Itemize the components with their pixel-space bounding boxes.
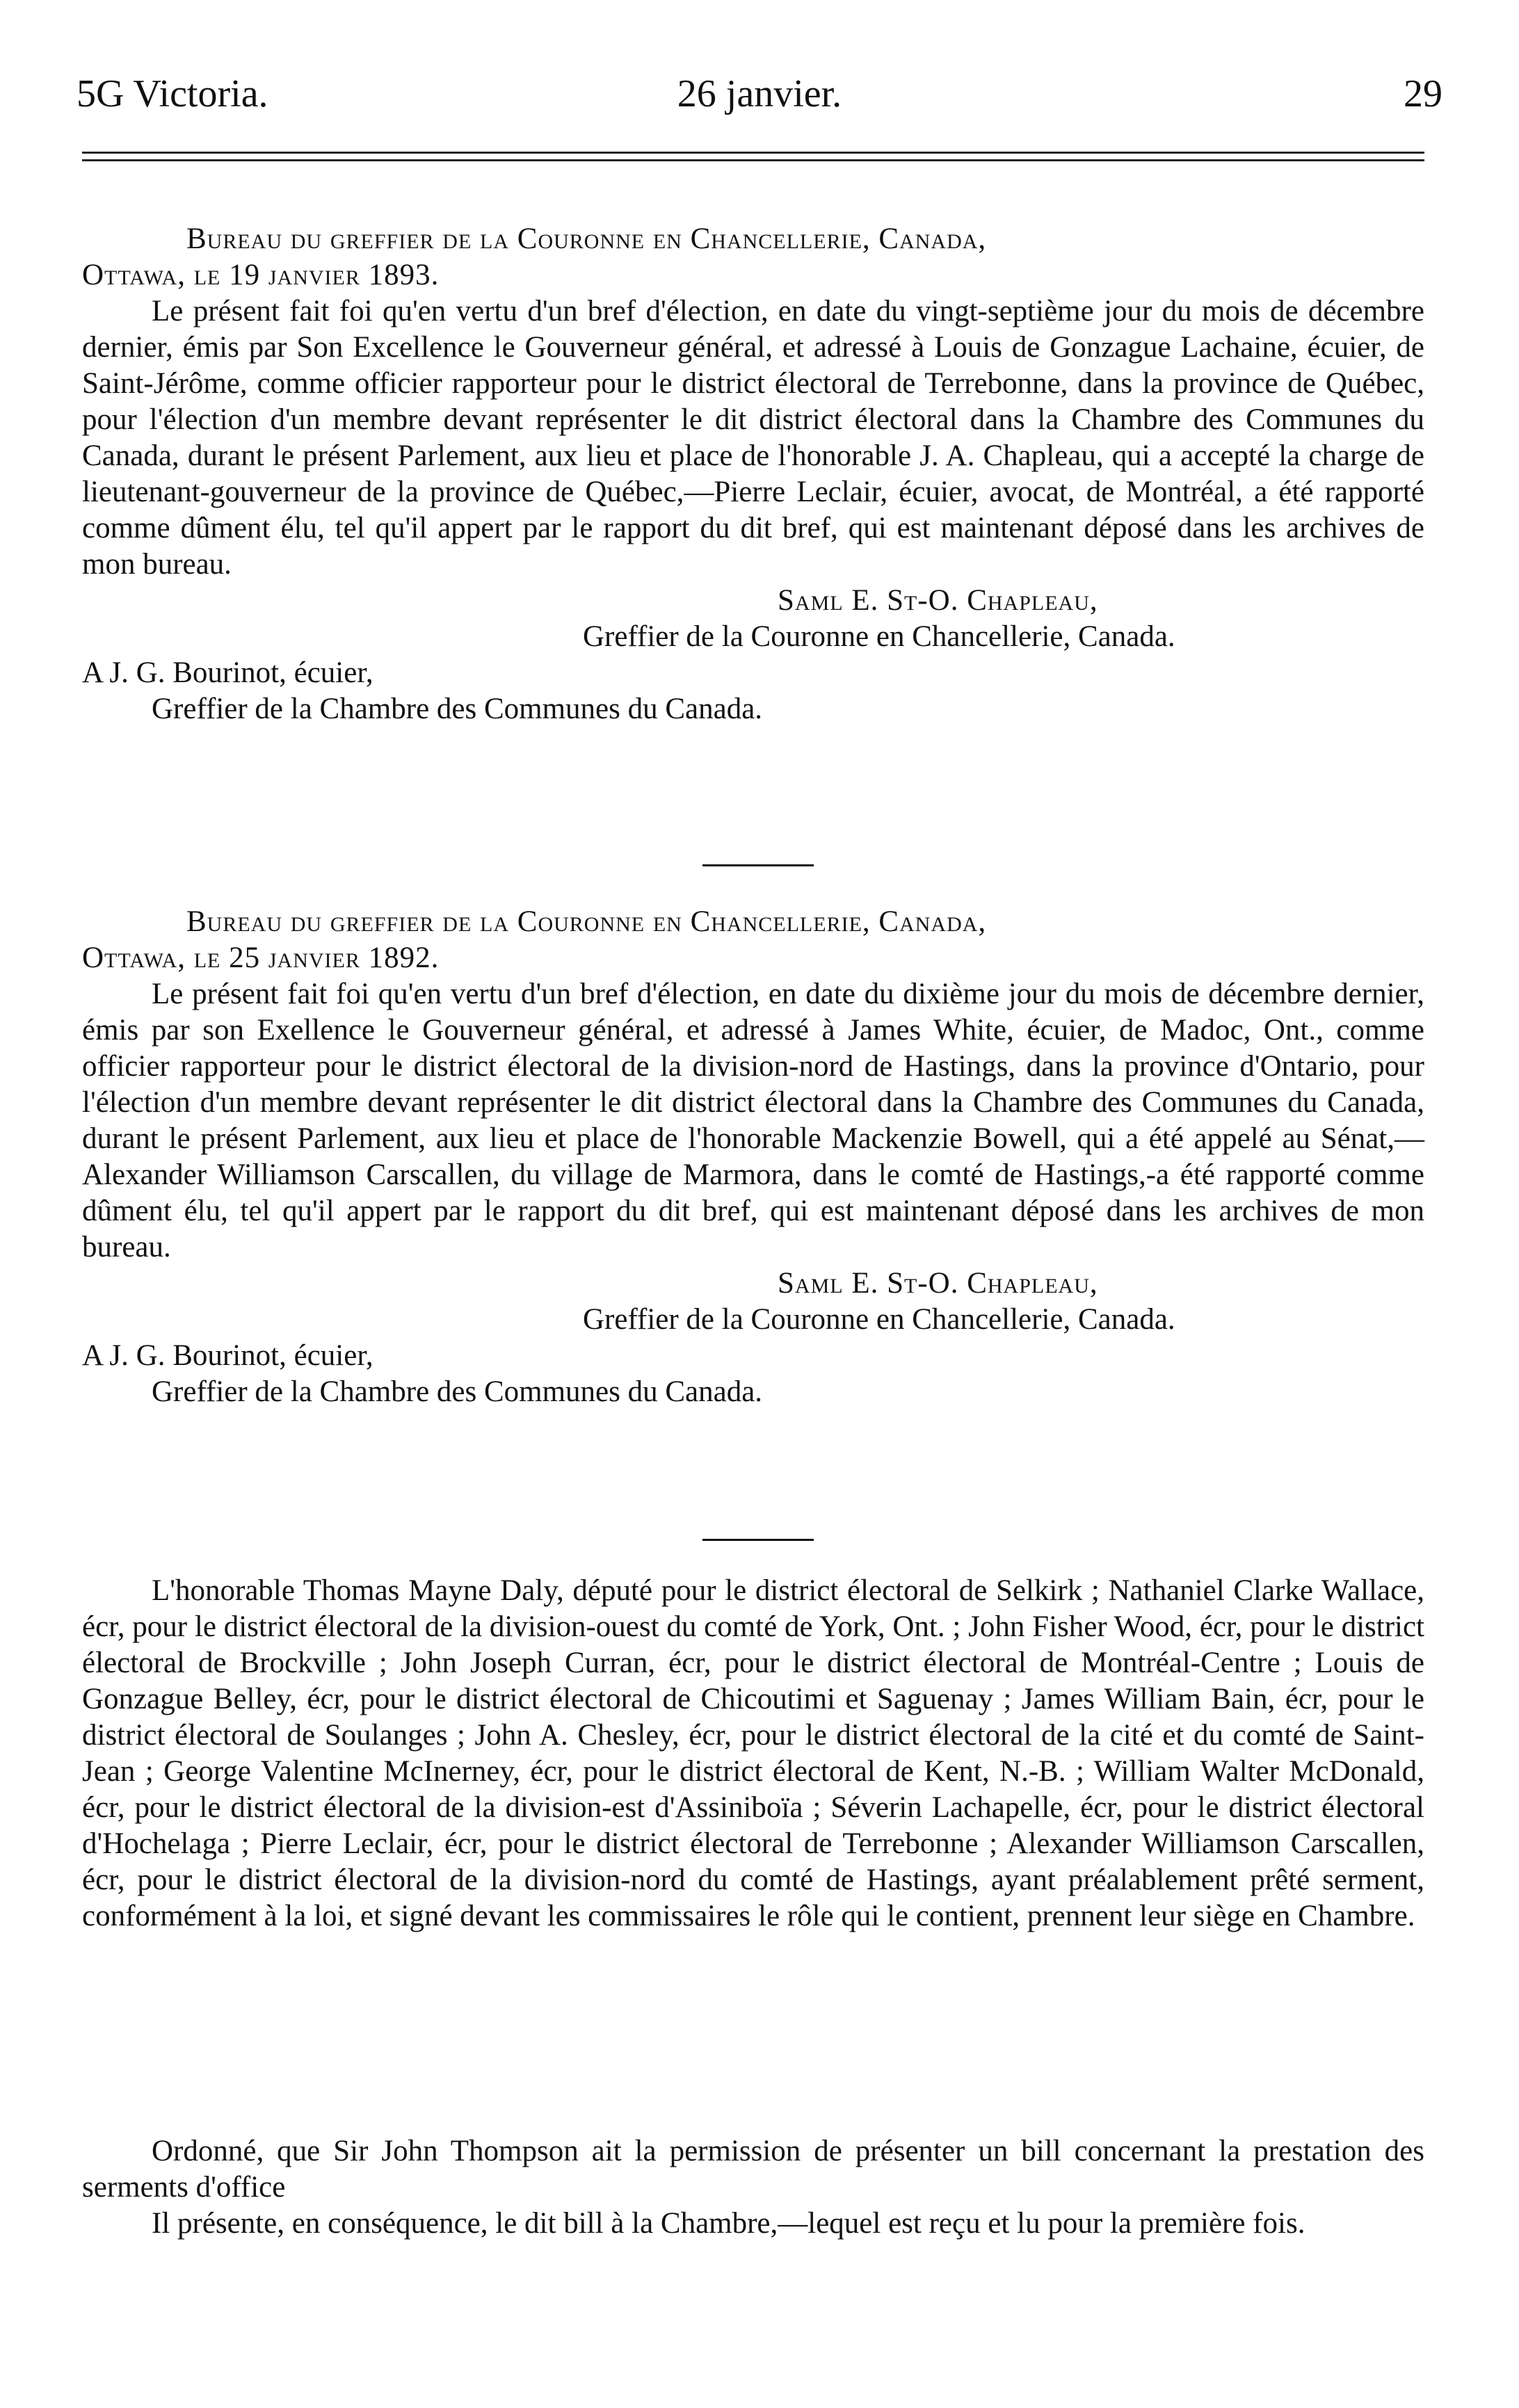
header-regnal-year: 5G Victoria. [77,72,268,115]
section-separator [702,864,814,866]
ordered-paragraph: Ordonné, que Sir John Thompson ait la permission de présenter un bill concernant la prestation des serments d'office [82,2135,1424,2204]
addressee-name: A J. G. Bourinot, écuier, [82,656,373,689]
header-rule-bottom [82,159,1424,161]
signature-name: Saml E. St-O. Chapleau, [778,584,1098,617]
header-page-number: 29 [1404,72,1442,115]
header-date: 26 janvier. [677,72,842,115]
notice-office-heading: Bureau du greffier de la Couronne en Chancellerie, Canada, [186,905,987,938]
bill-section [82,2133,1424,2242]
section-separator [702,1539,814,1541]
notice-body: Le présent fait foi qu'en vertu d'un bref d'élection, en date du vingt-septième jour du mois de décembre dernier, émis par Son Excellence le Gouverneur général, et adressé à Louis de Gonzague Lachaine, écuier, de Saint-Jérôme, comme officier rapporteur pour le district électoral de Terrebonne, dans la province de Québec, pour l'élection d'un membre devant représenter le dit district électoral dans la Chambre des Communes du Canada, durant le présent Parlement, aux lieu et place de l'honorable J. A. Chapleau, qui a accepté la charge de lieutenant-gouverneur de la province de Québec,—Pierre Leclair, écuier, avocat, de Montréal, a été rapporté comme dûment élu, tel qu'il appert par le rapport du dit bref, qui est maintenant déposé dans les archives de mon bureau. [82,295,1424,581]
presented-paragraph: Il présente, en conséquence, le dit bill à la Chambre,—lequel est reçu et lu pour la première fois. [152,2207,1305,2240]
addressee-name: A J. G. Bourinot, écuier, [82,1339,373,1372]
signature-title: Greffier de la Couronne en Chancellerie, Canada. [583,620,1175,653]
members-sworn-section [82,1573,1424,1934]
addressee-title: Greffier de la Chambre des Communes du Canada. [152,1375,763,1408]
signature-title: Greffier de la Couronne en Chancellerie, Canada. [583,1303,1175,1336]
notice-hastings [82,904,1424,1410]
notice-dateline: Ottawa, le 25 janvier 1892. [82,942,440,974]
notice-terrebonne [82,221,1424,727]
header-rule-top [82,152,1424,154]
notice-dateline: Ottawa, le 19 janvier 1893. [82,259,440,291]
members-paragraph: L'honorable Thomas Mayne Daly, député pour le district électoral de Selkirk ; Nathaniel Clarke Wallace, écr, pour le district électoral de la division-ouest du comté de York, Ont. ; John Fisher Wood, écr, pour le district électoral de Brockville ; John Joseph Curran, écr, pour le district électoral de Montréal-Centre ; Louis de Gonzague Belley, écr, pour le district électoral de Chicoutimi et Saguenay ; James William Bain, écr, pour le district électoral de Soulanges ; John A. Chesley, écr, pour le district électoral de la cité et du comté de Saint-Jean ; George Valentine McInerney, écr, pour le district électoral de Kent, N.-B. ; William Walter McDonald, écr, pour le district électoral de la division-est d'Assiniboïa ; Séverin Lachapelle, écr, pour le district électoral d'Hochelaga ; Pierre Leclair, écr, pour le district électoral de Terrebonne ; Alexander Williamson Carscallen, écr, pour le district électoral de la division-nord du comté de Hastings, ayant préalablement prêté serment, conformément à la loi, et signé devant les commissaires le rôle qui le contient, prennent leur siège en Chambre. [82,1574,1424,1932]
signature-name: Saml E. St-O. Chapleau, [778,1267,1098,1300]
notice-office-heading: Bureau du greffier de la Couronne en Chancellerie, Canada, [186,223,987,255]
addressee-title: Greffier de la Chambre des Communes du Canada. [152,693,763,725]
notice-body: Le présent fait foi qu'en vertu d'un bref d'élection, en date du dixième jour du mois de décembre dernier, émis par son Exellence le Gouverneur général, et adressé à James White, écuier, de Madoc, Ont., comme officier rapporteur pour le district électoral de la division-nord de Hastings, dans la province d'Ontario, pour l'élection d'un membre devant représenter le dit district électoral dans la Chambre des Communes du Canada, durant le présent Parlement, aux lieu et place de l'honorable Mackenzie Bowell, qui a été appelé au Sénat,—Alexander Williamson Carscallen, du village de Marmora, dans le comté de Hastings,-a été rapporté comme dûment élu, tel qu'il appert par le rapport du dit bref, qui est maintenant déposé dans les archives de mon bureau. [82,978,1424,1263]
